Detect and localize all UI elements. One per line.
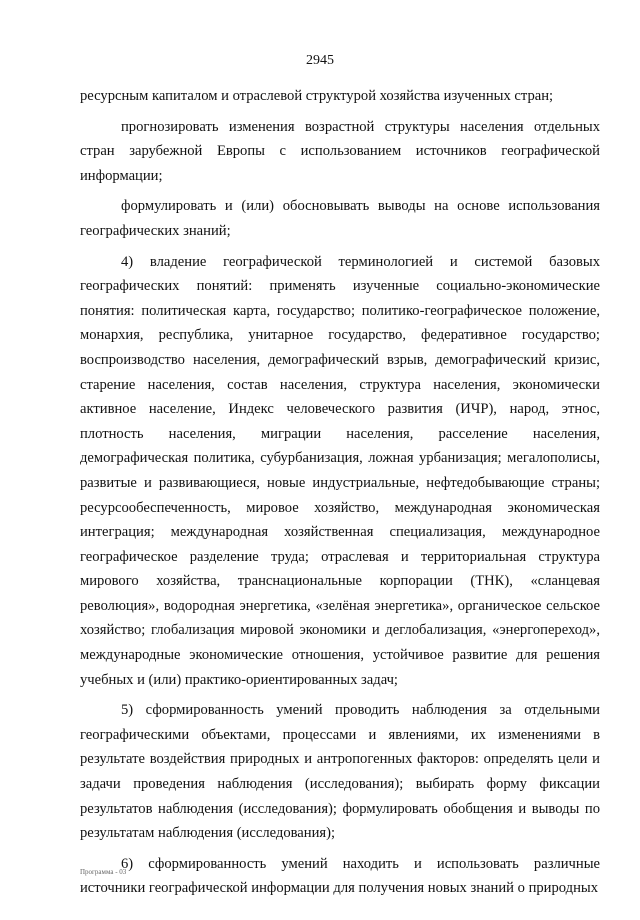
paragraph-conclusions: формулировать и (или) обосновывать выводы на основе использования географических знаний; [80, 198, 600, 239]
paragraph-item-4: 4) владение географической терминологией и системой базовых географических понятий: применять изученные социально-экономические понятия: политическая карта, государство; политико-географическое положение, монархия, республика, унитарное государство, федеративное государство; воспроизводство населения, демографический взрыв, демографический кризис, старение населения, состав населения, структура населения, экономически активное население, Индекс человеческого развития (ИЧР), народ, этнос, плотность населения, миграции населения, расселение населения, демографическая политика, субурбанизация, ложная урбанизация; мегалополисы, развитые и развивающиеся, новые индустриальные, нефтедобывающие страны; ресурсообеспеченность, мировое хозяйство, международная экономическая интеграция; международная хозяйственная специализация, международное географическое разделение труда; отраслевая и территориальная структура мирового хозяйства, транснациональные корпорации (ТНК), «сланцевая революция», водородная энергетика, «зелёная энергетика», органическое сельское хозяйство; глобализация мировой экономики и деглобализация, «энергопереход», международные экономические отношения, устойчивое развитие для решения учебных и (или) практико-ориентированных задач; [80, 253, 600, 688]
paragraph-forecast: прогнозировать изменения возрастной структуры населения отдельных стран зарубежной Европы с использованием источников географической информации; [80, 118, 600, 184]
footer-note: Программа - 03 [80, 868, 127, 876]
paragraph-item-6: 6) сформированность умений находить и использовать различные источники географической информации для получения новых знаний о природных [80, 855, 600, 897]
paragraph-item-5: 5) сформированность умений проводить наблюдения за отдельными географическими объектами, процессами и явлениями, их изменениями в результате воздействия природных и антропогенных факторов: определять цели и задачи проведения наблюдения (исследования); выбирать форму фиксации результатов наблюдения (исследования); формулировать обобщения и выводы по результатам наблюдения (исследования); [80, 702, 600, 842]
page-number: 2945 [306, 53, 334, 68]
paragraph-continuation: ресурсным капиталом и отраслевой структурой хозяйства изученных стран; [80, 88, 554, 104]
document-body [80, 84, 600, 901]
